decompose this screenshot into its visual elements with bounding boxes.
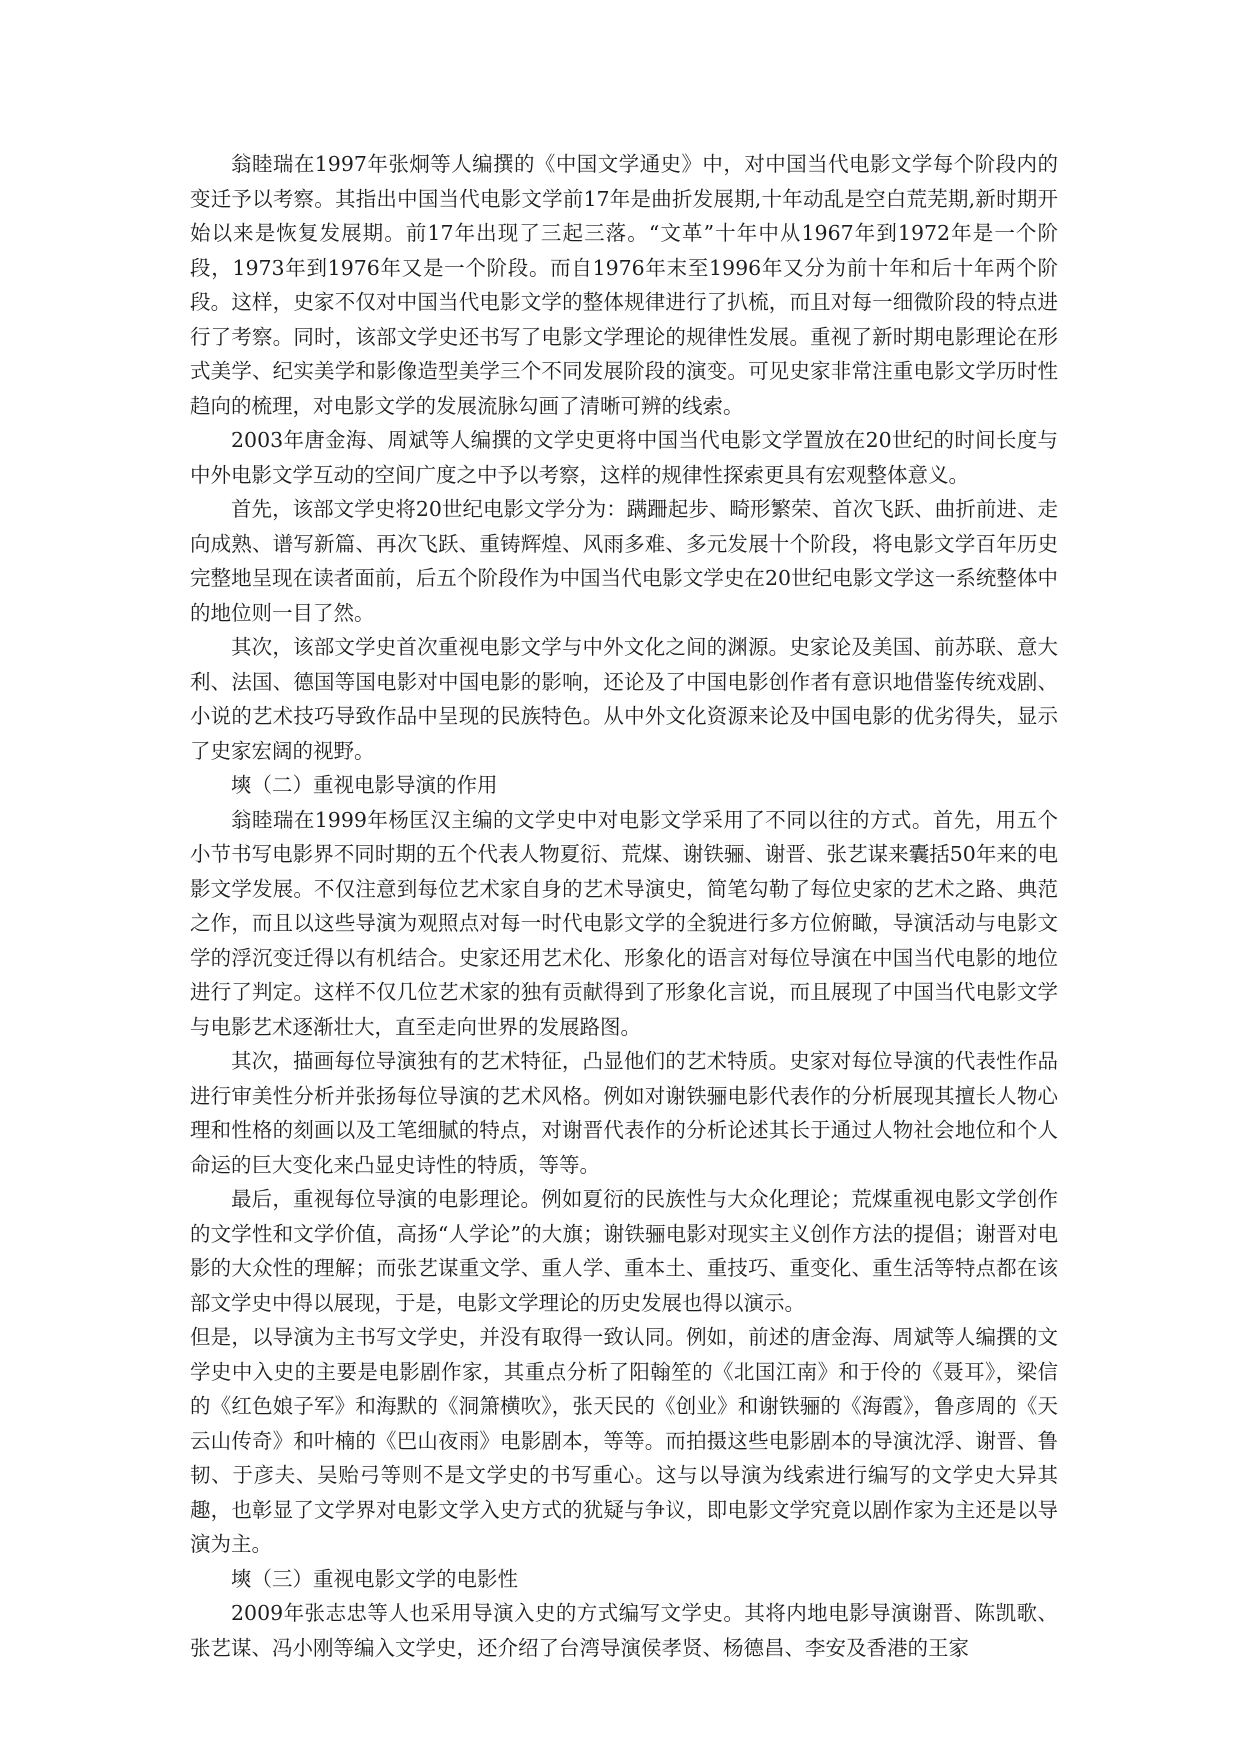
body-text bbox=[190, 147, 1058, 1665]
paragraph-4: 其次，该部文学史首次重视电影文学与中外文化之间的渊源。史家论及美国、前苏联、意大利、法国、德国等国电影对中国电影的影响，还论及了中国电影创作者有意识地借鉴传统戏剧、小说的艺术技巧导致作品中呈现的民族特色。从中外文化资源来论及中国电影的优劣得失，显示了史家宏阔的视野。 bbox=[190, 635, 1058, 763]
paragraph-3: 首先，该部文学史将20世纪电影文学分为：蹒跚起步、畸形繁荣、首次飞跃、曲折前进、走向成熟、谱写新篇、再次飞跃、重铸辉煌、风雨多难、多元发展十个阶段，将电影文学百年历史完整地呈现在读者面前，后五个阶段作为中国当代电影文学史在20世纪电影文学这一系统整体中的地位则一目了然。 bbox=[190, 497, 1058, 625]
paragraph-8: 但是，以导演为主书写文学史，并没有取得一致认同。例如，前述的唐金海、周斌等人编撰的文学史中入史的主要是电影剧作家，其重点分析了阳翰笙的《北国江南》和于伶的《聂耳》，梁信的《红色娘子军》和海默的《洞箫横吹》，张天民的《创业》和谢铁骊的《海霞》，鲁彦周的《天云山传奇》和叶楠的《巴山夜雨》电影剧本，等等。而拍摄这些电影剧本的导演沈浮、谢晋、鲁韧、于彦夫、吴贻弓等则不是文学史的书写重心。这与以导演为线索进行编写的文学史大异其趣，也彰显了文学界对电影文学入史方式的犹疑与争议，即电影文学究竟以剧作家为主还是以导演为主。 bbox=[190, 1325, 1058, 1556]
paragraph-5: 翁睦瑞在1999年杨匡汉主编的文学史中对电影文学采用了不同以往的方式。首先，用五个小节书写电影界不同时期的五个代表人物夏衍、荒煤、谢铁骊、谢晋、张艺谋来囊括50年来的电影文学发展。不仅注意到每位艺术家自身的艺术导演史，简笔勾勒了每位史家的艺术之路、典范之作，而且以这些导演为观照点对每一时代电影文学的全貌进行多方位俯瞰，导演活动与电影文学的浮沉变迁得以有机结合。史家还用艺术化、形象化的语言对每位导演在中国当代电影的地位进行了判定。这样不仅几位艺术家的独有贡献得到了形象化言说，而且展现了中国当代电影文学与电影艺术逐渐壮大，直至走向世界的发展路图。 bbox=[190, 807, 1058, 1039]
paragraph-6: 其次，描画每位导演独有的艺术特征，凸显他们的艺术特质。史家对每位导演的代表性作品进行审美性分析并张扬每位导演的艺术风格。例如对谢铁骊电影代表作的分析展现其擅长人物心理和性格的刻画以及工笔细腻的特点，对谢晋代表作的分析论述其长于通过人物社会地位和个人命运的巨大变化来凸显史诗性的特质，等等。 bbox=[190, 1049, 1058, 1177]
paragraph-9: 2009年张志忠等人也采用导演入史的方式编写文学史。其将内地电影导演谢晋、陈凯歌、张艺谋、冯小刚等编入文学史，还介绍了台湾导演侯孝贤、杨德昌、李安及香港的王家 bbox=[190, 1601, 1058, 1660]
section-heading-3: 塽（三）重视电影文学的电影性 bbox=[231, 1566, 518, 1591]
paragraph-7: 最后，重视每位导演的电影理论。例如夏衍的民族性与大众化理论；荒煤重视电影文学创作的文学性和文学价值，高扬“人学论”的大旗；谢铁骊电影对现实主义创作方法的提倡；谢晋对电影的大众性的理解；而张艺谋重文学、重人学、重本土、重技巧、重变化、重生活等特点都在该部文学史中得以展现，于是，电影文学理论的历史发展也得以演示。 bbox=[190, 1187, 1058, 1315]
section-heading-2: 塽（二）重视电影导演的作用 bbox=[231, 773, 498, 797]
paragraph-2: 2003年唐金海、周斌等人编撰的文学史更将中国当代电影文学置放在20世纪的时间长度与中外电影文学互动的空间广度之中予以考察，这样的规律性探索更具有宏观整体意义。 bbox=[190, 428, 1058, 487]
paragraph-1: 翁睦瑞在1997年张炯等人编撰的《中国文学通史》中，对中国当代电影文学每个阶段内的变迁予以考察。其指出中国当代电影文学前17年是曲折发展期,十年动乱是空白荒芜期,新时期开始以来是恢复发展期。前17年出现了三起三落。“文革”十年中从1967年到1972年是一个阶段，1973年到1976年又是一个阶段。而自1976年末至1996年又分为前十年和后十年两个阶段。这样，史家不仅对中国当代电影文学的整体规律进行了扒梳，而且对每一细微阶段的特点进行了考察。同时，该部文学史还书写了电影文学理论的规律性发展。重视了新时期电影理论在形式美学、纪实美学和影像造型美学三个不同发展阶段的演变。可见史家非常注重电影文学历时性趋向的梳理，对电影文学的发展流脉勾画了清晰可辨的线索。 bbox=[190, 152, 1058, 418]
